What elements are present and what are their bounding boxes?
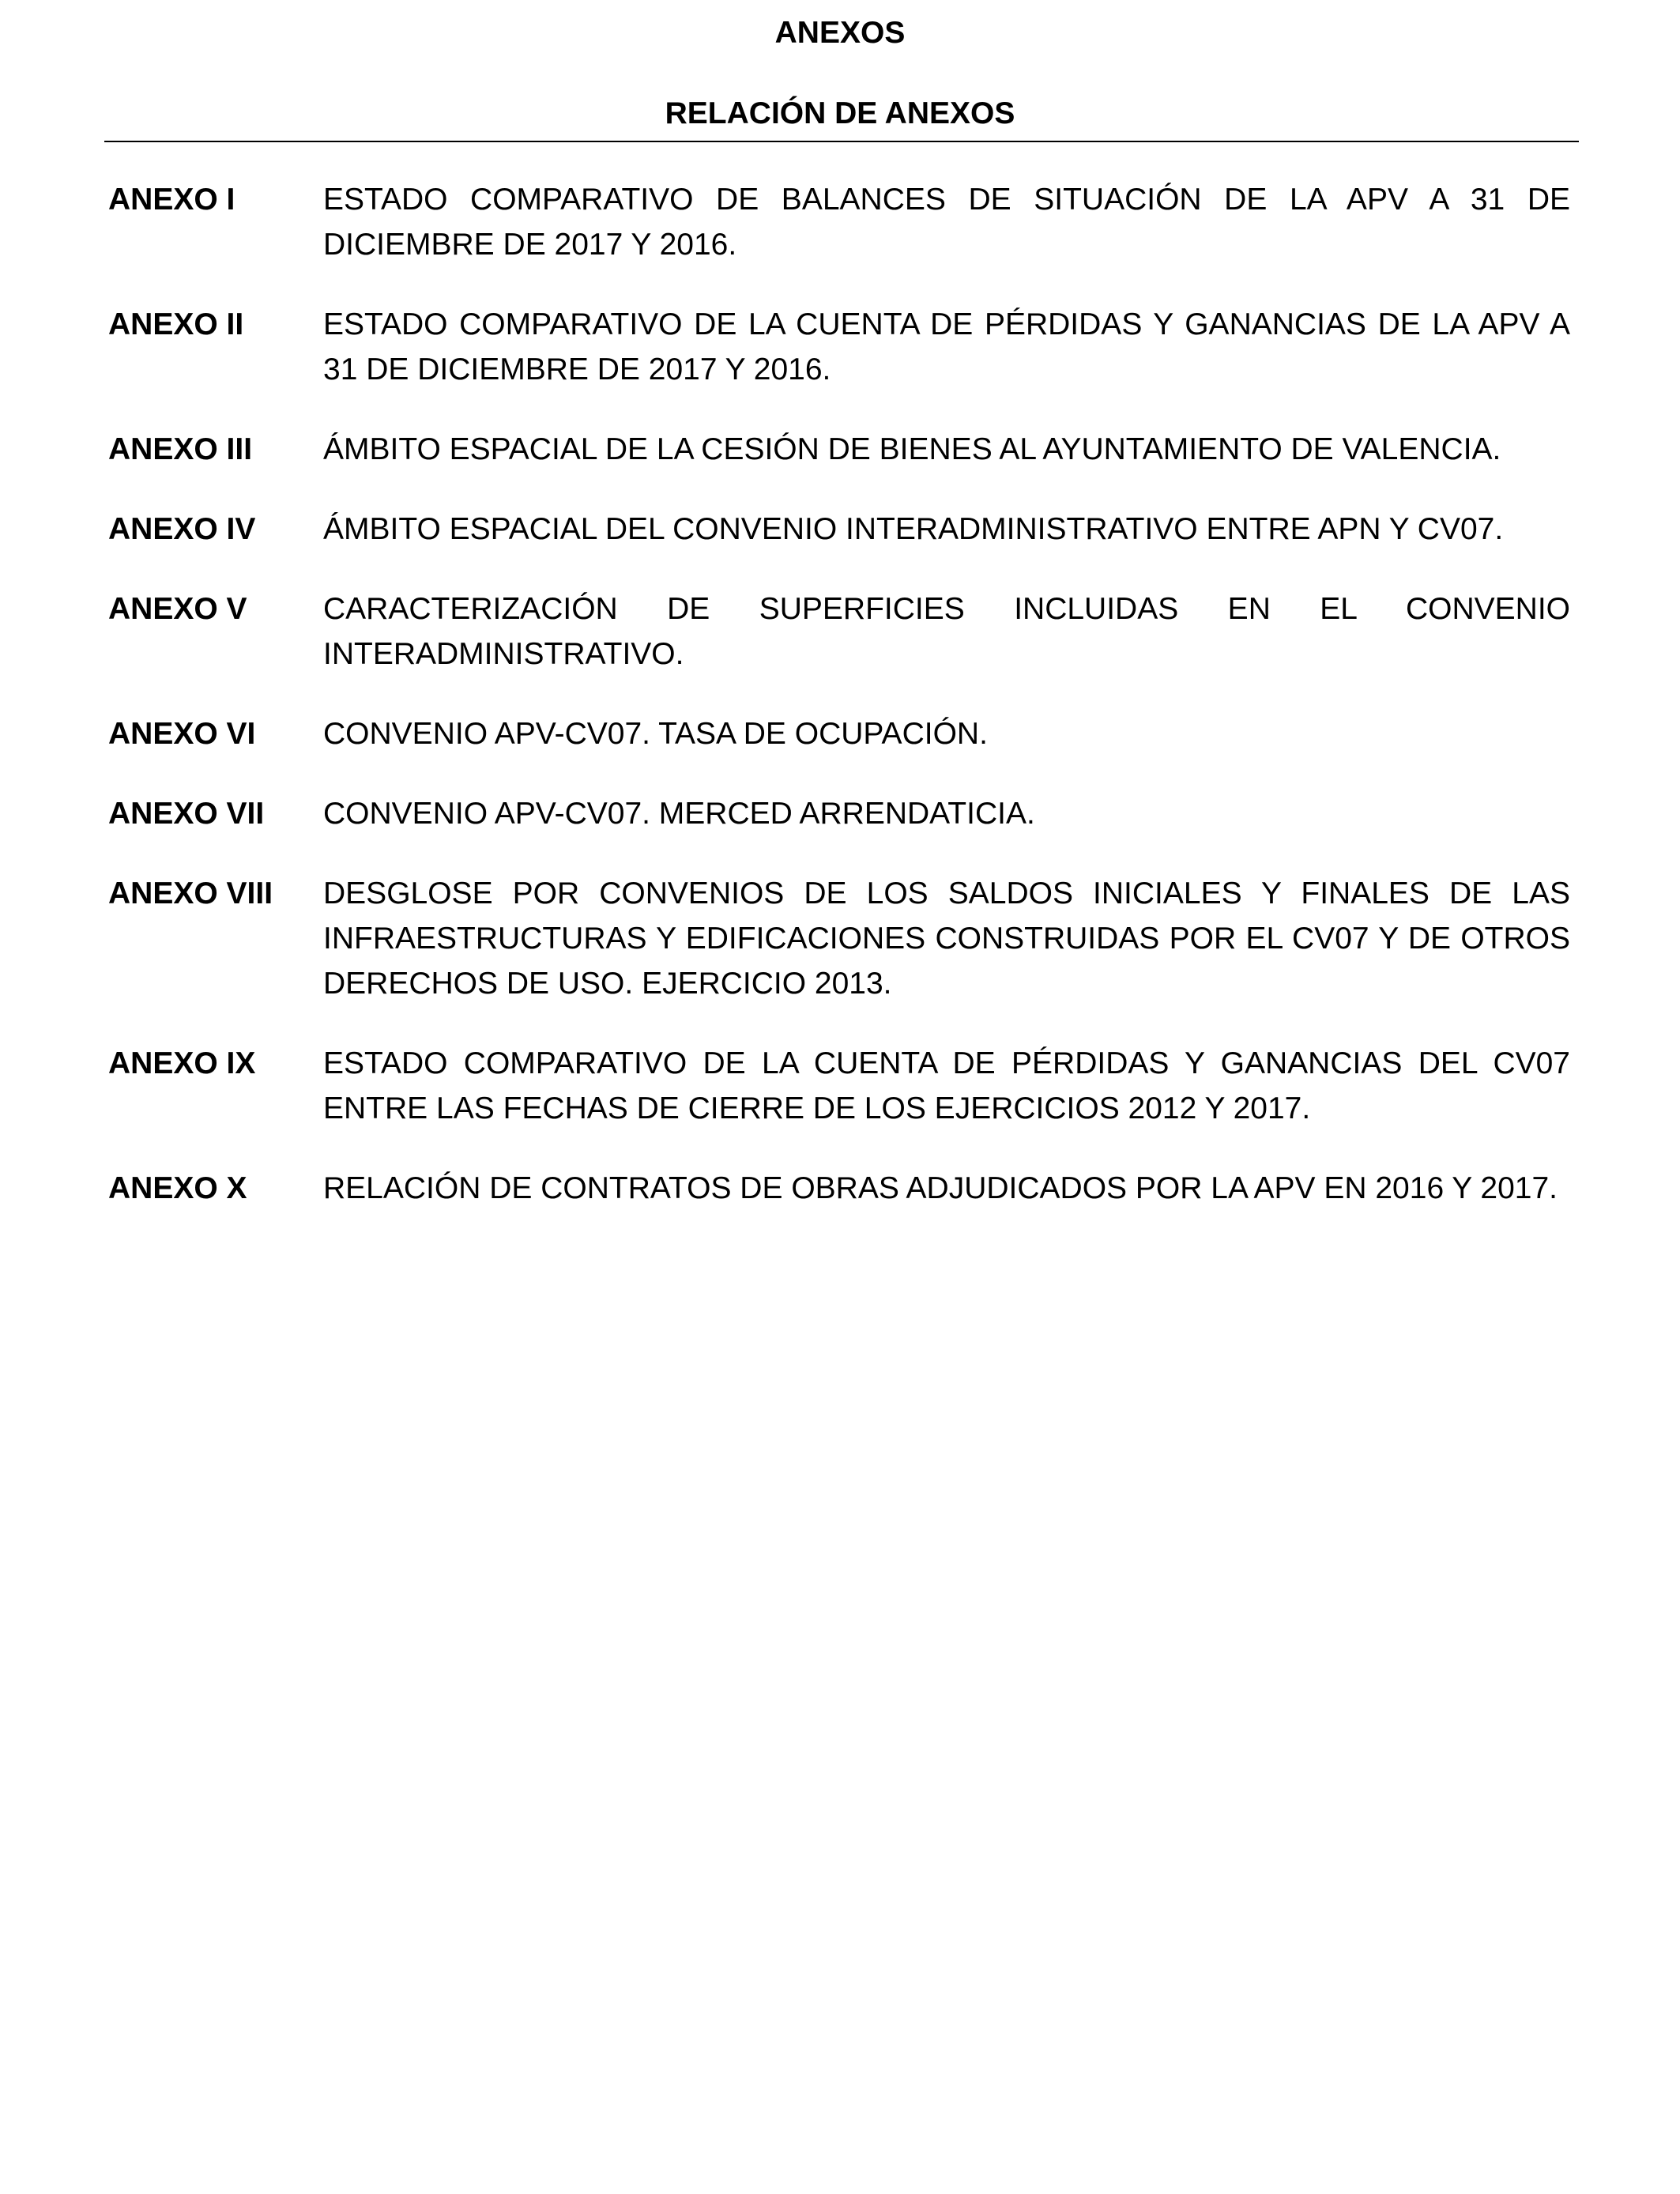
annex-description: CONVENIO APV-CV07. TASA DE OCUPACIÓN. xyxy=(323,717,988,751)
annex-description: DESGLOSE POR CONVENIOS DE LOS SALDOS INICIALES Y FINALES DE LAS INFRAESTRUCTURAS Y EDIFICACIONES CONSTRUIDAS POR EL CV07 Y DE OTROS DERECHOS DE USO. EJERCICIO 2013. xyxy=(323,876,1570,1001)
section-title: RELACIÓN DE ANEXOS xyxy=(665,96,1015,130)
annex-item xyxy=(108,1041,1570,1131)
annex-item xyxy=(108,871,1570,1006)
annex-item xyxy=(108,427,1570,472)
annex-item xyxy=(108,302,1570,392)
title-divider xyxy=(104,141,1579,142)
annex-label: ANEXO III xyxy=(108,432,253,466)
annex-item xyxy=(108,711,1570,756)
annex-label: ANEXO II xyxy=(108,307,244,341)
annex-list xyxy=(108,177,1570,1246)
annex-description: RELACIÓN DE CONTRATOS DE OBRAS ADJUDICADOS POR LA APV EN 2016 Y 2017. xyxy=(323,1171,1558,1205)
annex-label: ANEXO V xyxy=(108,592,247,626)
annex-item xyxy=(108,507,1570,552)
annex-description: ESTADO COMPARATIVO DE BALANCES DE SITUACIÓN DE LA APV A 31 DE DICIEMBRE DE 2017 Y 2016. xyxy=(323,183,1570,262)
annex-label: ANEXO VIII xyxy=(108,876,273,910)
annex-label: ANEXO X xyxy=(108,1171,247,1205)
annex-label: ANEXO I xyxy=(108,183,235,217)
annex-item xyxy=(108,791,1570,836)
annex-label: ANEXO VII xyxy=(108,797,265,831)
annex-label: ANEXO VI xyxy=(108,717,256,751)
annex-description: ESTADO COMPARATIVO DE LA CUENTA DE PÉRDIDAS Y GANANCIAS DEL CV07 ENTRE LAS FECHAS DE CIERRE DE LOS EJERCICIOS 2012 Y 2017. xyxy=(323,1046,1570,1125)
annex-item xyxy=(108,586,1570,677)
annex-description: CONVENIO APV-CV07. MERCED ARRENDATICIA. xyxy=(323,797,1035,831)
annex-label: ANEXO IV xyxy=(108,512,256,546)
annex-item xyxy=(108,1166,1570,1211)
annex-description: CARACTERIZACIÓN DE SUPERFICIES INCLUIDAS EN EL CONVENIO INTERADMINISTRATIVO. xyxy=(323,592,1570,671)
annex-description: ÁMBITO ESPACIAL DEL CONVENIO INTERADMINISTRATIVO ENTRE APN Y CV07. xyxy=(323,512,1504,546)
page-title: ANEXOS xyxy=(774,16,906,50)
annex-item xyxy=(108,177,1570,267)
annex-label: ANEXO IX xyxy=(108,1046,256,1080)
annex-description: ÁMBITO ESPACIAL DE LA CESIÓN DE BIENES AL AYUNTAMIENTO DE VALENCIA. xyxy=(323,432,1501,466)
annex-description: ESTADO COMPARATIVO DE LA CUENTA DE PÉRDIDAS Y GANANCIAS DE LA APV A 31 DE DICIEMBRE DE 2017 Y 2016. xyxy=(323,307,1570,386)
